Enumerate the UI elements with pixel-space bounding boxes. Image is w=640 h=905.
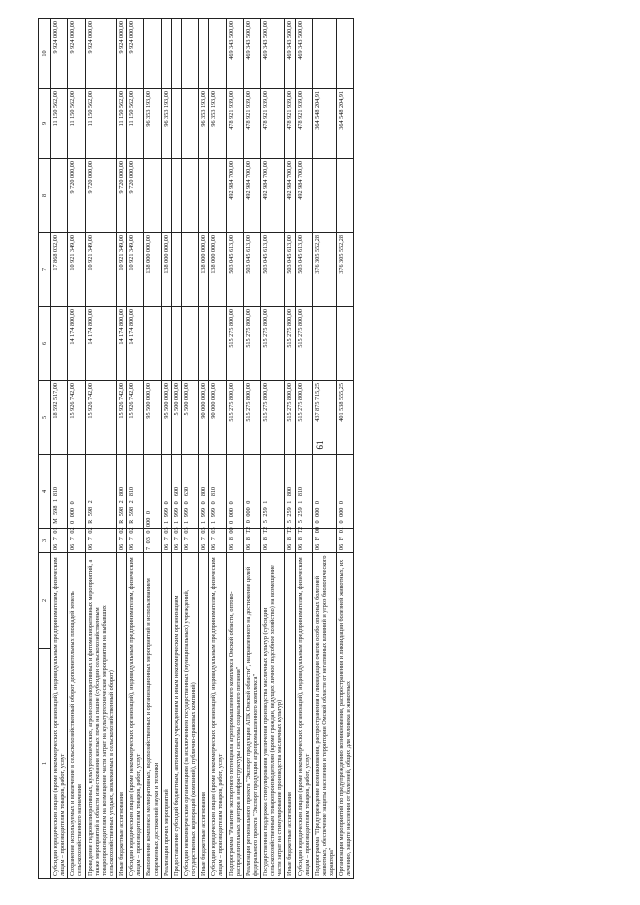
table-row <box>295 19 312 879</box>
cell-v9: 11 150 562,00 <box>117 89 127 159</box>
cell-name: Субсидии юридическим лицам (кроме некоммерческих организаций), индивидуальным предпринимателям, физическим лицам – производителям товаров, работ, услуг <box>209 553 226 879</box>
cell-v6: 14 174 800,00 <box>85 307 117 381</box>
cell-v7: 10 921 349,00 <box>68 233 85 307</box>
cell-code: 06 F 00 0 000 0 <box>312 529 336 553</box>
cell-v6 <box>181 307 198 381</box>
cell-v7: 10 921 349,00 <box>85 233 117 307</box>
cell-v10: 469 343 500,00 <box>261 19 285 89</box>
cell-code: 06 8 00 0 000 0 <box>226 529 243 553</box>
cell-v9: 478 921 939,00 <box>226 89 243 159</box>
col-header-9: 9 <box>39 89 51 159</box>
cell-v10: 9 924 000,00 <box>127 19 144 89</box>
cell-name: Сохранение используемых и вовлечение в сельскохозяйственный оборот дополнительных площадей земель сельскохозяйственного назначения <box>68 553 85 879</box>
cell-v8: 492 984 700,00 <box>243 159 260 233</box>
budget-table <box>38 18 354 879</box>
cell-code: 06 7 02 R 598 2 <box>127 529 144 553</box>
cell-v9 <box>181 89 198 159</box>
cell-v10 <box>209 19 226 89</box>
cell-v10 <box>199 19 209 89</box>
cell-v5: 95 500 000,00 <box>161 381 171 455</box>
cell-v6 <box>312 307 336 381</box>
table-row <box>117 19 127 879</box>
table-row <box>312 19 336 879</box>
cell-v7: 503 045 613,00 <box>243 233 260 307</box>
cell-v9: 96 353 193,00 <box>161 89 171 159</box>
cell-code: 06 8 Т2 5 259 1 <box>285 529 295 553</box>
cell-v5: 515 275 800,00 <box>226 381 243 455</box>
cell-v6: 14 174 800,00 <box>127 307 144 381</box>
cell-v9: 96 353 193,00 <box>144 89 161 159</box>
cell-code: 06 7 03 1 999 0 <box>161 529 171 553</box>
cell-v8: 9 720 000,00 <box>117 159 127 233</box>
cell-v8: 492 984 700,00 <box>226 159 243 233</box>
cell-v9: 478 921 939,00 <box>243 89 260 159</box>
cell-v9: 478 921 939,00 <box>285 89 295 159</box>
cell-name: Реализация прочих мероприятий <box>161 553 171 879</box>
cell-v7: 503 045 613,00 <box>295 233 312 307</box>
col-header-10: 10 <box>39 19 51 89</box>
cell-v5: 15 926 742,00 <box>68 381 85 455</box>
col-header-5: 5 <box>39 381 51 455</box>
cell-name: Подпрограмма "Развитие экспортного потенциала агропромышленного комплекса Омской области, оптово-распределительных центров и инфраструктуры системы социального питания" <box>226 553 243 879</box>
table-row <box>181 19 198 879</box>
cell-code: 06 7 03 1 999 0 <box>199 529 209 553</box>
cell-v8: 492 984 700,00 <box>261 159 285 233</box>
cell-v9: 11 150 562,00 <box>68 89 85 159</box>
cell-code: 06 7 02 R 598 2 <box>117 529 127 553</box>
cell-v6 <box>199 307 209 381</box>
cell-name: Государственная поддержка стимулирования увеличения производства масличных культур (субсидии сельскохозяйственным товаропроизводителям (кроме граждан, ведущих личное подсобное хозяйство) на возмещение части затрат на стимулирование производства масличных культур) <box>261 553 285 879</box>
cell-v5: 90 000 000,00 <box>199 381 209 455</box>
cell-v7: 10 921 349,00 <box>117 233 127 307</box>
table-row <box>337 19 354 879</box>
cell-code: 06 7 03 1 999 0 <box>181 529 198 553</box>
cell-v10: 9 924 000,00 <box>85 19 117 89</box>
cell-v7: 376 305 552,28 <box>312 233 336 307</box>
cell-v6: 14 174 800,00 <box>68 307 85 381</box>
col-header-3: 3 <box>39 529 51 553</box>
cell-name: Проведение гидромелиоративных, культуртехнических, агролесомелиоративных и фитомелиоративных мероприятий, а также мероприятий в области известкования кислых почв на пашне (субсидии сельскохозяйственным товаропроизводителям на возмещение части затрат на культуртехнические мероприятия на выбывших сельскохозяйственных угодьях, вовлекаемых в сельскохозяйственный оборот) <box>85 553 117 879</box>
cell-v5: 401 538 555,25 <box>337 381 354 455</box>
cell-v7: 138 000 000,00 <box>144 233 161 307</box>
cell-vr: 810 <box>51 455 68 529</box>
cell-code: 06 8 Т2 5 259 1 <box>295 529 312 553</box>
cell-code: 06 8 Т2 0 000 0 <box>243 529 260 553</box>
cell-vr: 600 <box>171 455 181 529</box>
table-row <box>209 19 226 879</box>
cell-name: Иные бюджетные ассигнования <box>199 553 209 879</box>
cell-v5: 515 275 800,00 <box>295 381 312 455</box>
cell-v10: 469 343 500,00 <box>226 19 243 89</box>
col-header-7: 7 <box>39 233 51 307</box>
cell-code: 06 F 01 0 000 0 <box>337 529 354 553</box>
cell-v6 <box>337 307 354 381</box>
cell-v8 <box>144 159 161 233</box>
cell-v9: 96 353 193,00 <box>209 89 226 159</box>
table-row <box>171 19 181 879</box>
cell-name: Выполнение комплекса мелиоративных, водохозяйственных и организационных мероприятий и использованием современных достижений науки и техники <box>144 553 161 879</box>
cell-code: 06 7 02 0 000 0 <box>68 529 85 553</box>
cell-name: Субсидии некоммерческим организациям (за исключением государственных (муниципальных) учреждений, государственных корпораций (компаний), публично-правовых компаний) <box>181 553 198 879</box>
cell-v6: 515 275 800,00 <box>295 307 312 381</box>
cell-v7: 138 000 000,00 <box>199 233 209 307</box>
table-row <box>68 19 85 879</box>
cell-v9: 364 548 204,91 <box>337 89 354 159</box>
cell-v7 <box>181 233 198 307</box>
cell-v7: 503 045 613,00 <box>285 233 295 307</box>
cell-v10: 9 924 000,00 <box>51 19 68 89</box>
cell-v10: 469 343 500,00 <box>243 19 260 89</box>
cell-name: Субсидии юридическим лицам (кроме некоммерческих организаций), индивидуальным предпринимателям, физическим лицам – производителям товаров, работ, услуг <box>127 553 144 879</box>
col-header-1: 1 <box>39 649 51 879</box>
cell-v8 <box>209 159 226 233</box>
cell-vr: 810 <box>295 455 312 529</box>
table-row <box>161 19 171 879</box>
cell-v8 <box>171 159 181 233</box>
cell-v5: 18 592 517,00 <box>51 381 68 455</box>
cell-v9: 478 921 939,00 <box>261 89 285 159</box>
cell-v10 <box>161 19 171 89</box>
cell-v7: 376 305 552,28 <box>337 233 354 307</box>
table-row <box>261 19 285 879</box>
table-row <box>285 19 295 879</box>
cell-name: Реализация регионального проекта "Экспорт продукции АПК Омской области", направленного на достижение целей федерального проекта "Экспорт продукции агропромышленного комплекса" <box>243 553 260 879</box>
table-row <box>144 19 161 879</box>
cell-v9: 11 150 562,00 <box>127 89 144 159</box>
cell-v9: 364 548 204,91 <box>312 89 336 159</box>
cell-v8 <box>199 159 209 233</box>
cell-v9: 96 353 193,00 <box>199 89 209 159</box>
cell-v5: 5 500 000,00 <box>171 381 181 455</box>
cell-name: Организация мероприятий по предупреждению возникновения, распространения и ликвидации болезней животных, их лечению, защите населения от болезней, общих для человека и животных <box>337 553 354 879</box>
cell-v10 <box>337 19 354 89</box>
cell-v6: 14 174 800,00 <box>117 307 127 381</box>
cell-v8 <box>337 159 354 233</box>
cell-v9: 478 921 939,00 <box>295 89 312 159</box>
cell-code: 06 7 03 1 999 0 <box>209 529 226 553</box>
cell-v8 <box>181 159 198 233</box>
cell-vr: 810 <box>209 455 226 529</box>
col-header-6: 6 <box>39 307 51 381</box>
cell-v6: 515 275 800,00 <box>261 307 285 381</box>
cell-name: Предоставление субсидий бюджетным, автономным учреждениям и иным некоммерческим организациям <box>171 553 181 879</box>
cell-v6: 515 275 800,00 <box>285 307 295 381</box>
cell-v9 <box>171 89 181 159</box>
cell-name: Иные бюджетные ассигнования <box>117 553 127 879</box>
cell-v6 <box>171 307 181 381</box>
cell-vr: 630 <box>181 455 198 529</box>
cell-v7: 17 868 032,00 <box>51 233 68 307</box>
cell-v8 <box>161 159 171 233</box>
cell-v7: 10 921 349,00 <box>127 233 144 307</box>
cell-v9: 11 150 562,00 <box>51 89 68 159</box>
cell-v7 <box>171 233 181 307</box>
cell-v5: 515 275 800,00 <box>261 381 285 455</box>
cell-v10: 469 343 500,00 <box>285 19 295 89</box>
cell-v5: 15 926 742,00 <box>127 381 144 455</box>
cell-v6: 515 275 800,00 <box>226 307 243 381</box>
col-header-8: 8 <box>39 159 51 233</box>
cell-v10: 469 343 500,00 <box>295 19 312 89</box>
cell-v10 <box>144 19 161 89</box>
cell-v8: 9 720 000,00 <box>85 159 117 233</box>
cell-v8 <box>51 159 68 233</box>
cell-v7: 138 000 000,00 <box>209 233 226 307</box>
cell-v8: 9 720 000,00 <box>68 159 85 233</box>
rotated-table-page <box>38 19 603 879</box>
cell-v5: 95 500 000,00 <box>144 381 161 455</box>
header-row <box>39 19 51 879</box>
cell-v10: 9 924 000,00 <box>117 19 127 89</box>
table-row <box>226 19 243 879</box>
cell-vr: 810 <box>127 455 144 529</box>
cell-v10: 9 924 000,00 <box>68 19 85 89</box>
cell-v8 <box>312 159 336 233</box>
cell-v5: 515 275 800,00 <box>243 381 260 455</box>
table-row <box>243 19 260 879</box>
cell-name: Субсидии юридическим лицам (кроме некоммерческих организаций), индивидуальным предпринимателям, физическим лицам – производителям товаров, работ, услуг <box>295 553 312 879</box>
cell-code: 06 7 03 1 999 0 <box>171 529 181 553</box>
cell-v6 <box>161 307 171 381</box>
cell-v6: 515 275 800,00 <box>243 307 260 381</box>
cell-v7: 503 045 613,00 <box>226 233 243 307</box>
cell-vr: 800 <box>285 455 295 529</box>
cell-v5: 515 275 800,00 <box>285 381 295 455</box>
cell-v5: 5 500 000,00 <box>181 381 198 455</box>
cell-v5: 90 000 000,00 <box>209 381 226 455</box>
cell-v5: 15 926 742,00 <box>117 381 127 455</box>
table-row <box>199 19 209 879</box>
cell-vr: 800 <box>117 455 127 529</box>
table-row <box>51 19 68 879</box>
col-header-4: 4 <box>39 455 51 529</box>
cell-code: 7 03 0 000 0 <box>144 529 161 553</box>
cell-v9: 11 150 562,00 <box>85 89 117 159</box>
cell-v10 <box>312 19 336 89</box>
cell-v7: 138 000 000,00 <box>161 233 171 307</box>
cell-name: Подпрограмма "Предупреждение возникновения, распространения и ликвидация очагов особо опасных болезней животных, обеспечение защиты населения и территории Омской области от негативных влияний и угроз биологического характера" <box>312 553 336 879</box>
cell-v5: 15 926 742,00 <box>85 381 117 455</box>
cell-v10 <box>171 19 181 89</box>
cell-code: 06 8 Т2 5 259 1 <box>261 529 285 553</box>
cell-v8: 492 984 700,00 <box>285 159 295 233</box>
cell-v8: 9 720 000,00 <box>127 159 144 233</box>
cell-code: 06 7 02 R 598 2 <box>85 529 117 553</box>
col-header-2: 2 <box>39 553 51 649</box>
table-row <box>127 19 144 879</box>
cell-v5: 437 875 715,25 <box>312 381 336 455</box>
cell-v7: 503 045 613,00 <box>261 233 285 307</box>
cell-code: 06 7 01 М 598 1 <box>51 529 68 553</box>
page-number: 61 <box>315 440 325 450</box>
cell-v10 <box>181 19 198 89</box>
cell-name: Субсидии юридическим лицам (кроме некоммерческих организаций), индивидуальным предпринимателям, физическим лицам – производителям товаров, работ, услуг <box>51 553 68 879</box>
cell-v6 <box>144 307 161 381</box>
cell-v6 <box>209 307 226 381</box>
cell-v8: 492 984 700,00 <box>295 159 312 233</box>
cell-v6 <box>51 307 68 381</box>
cell-name: Иные бюджетные ассигнования <box>285 553 295 879</box>
cell-vr: 800 <box>199 455 209 529</box>
table-row <box>85 19 117 879</box>
